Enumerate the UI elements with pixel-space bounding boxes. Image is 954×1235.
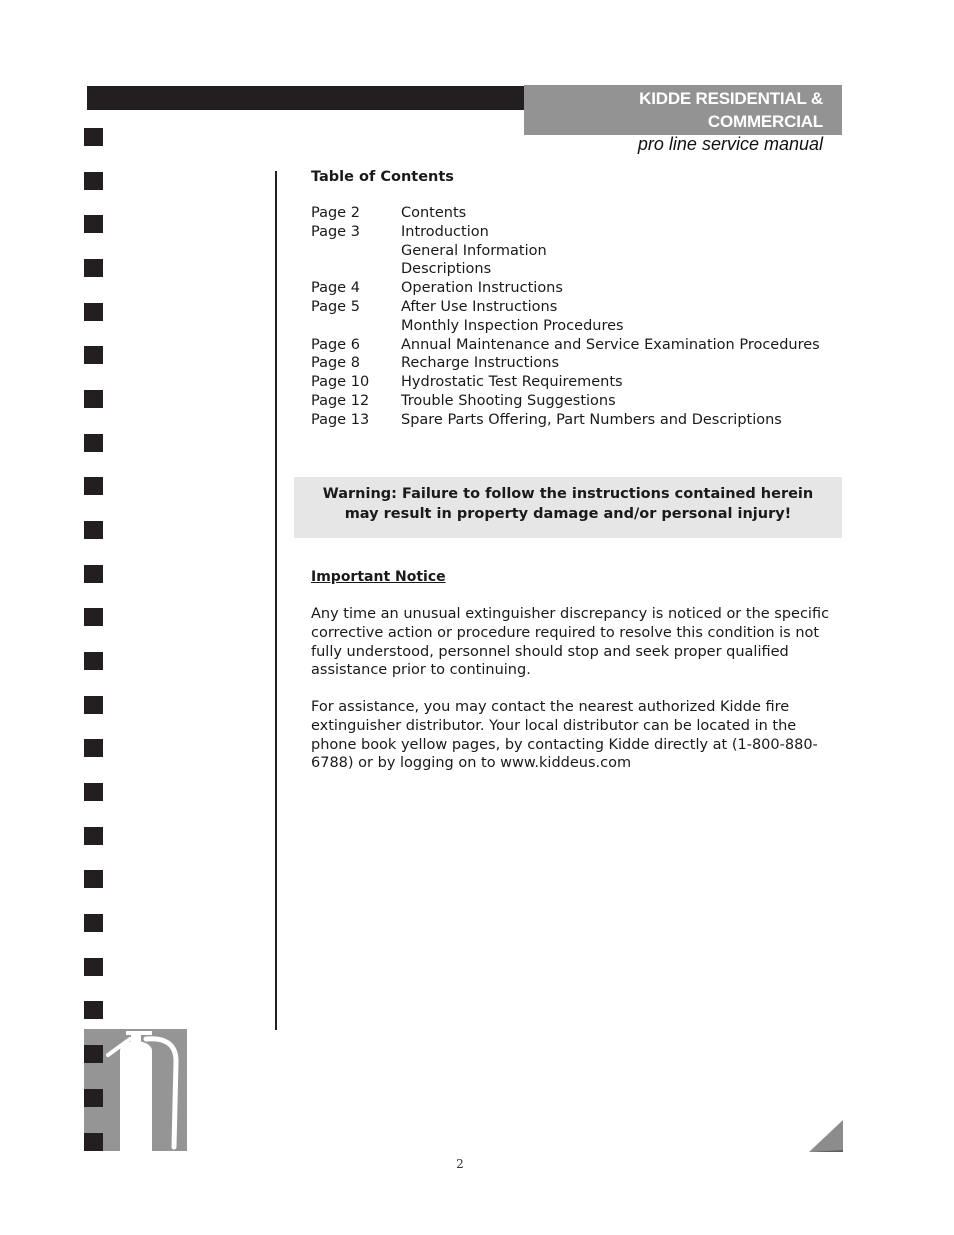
toc-item: Contents bbox=[401, 205, 467, 221]
toc-page: Page 3 bbox=[311, 223, 360, 240]
toc-item: Descriptions bbox=[401, 261, 492, 278]
binder-square bbox=[84, 739, 103, 757]
binder-square bbox=[84, 521, 103, 539]
binder-square bbox=[84, 1089, 103, 1107]
binder-square bbox=[84, 565, 103, 583]
toc-entry bbox=[311, 354, 820, 373]
binder-square bbox=[84, 783, 103, 801]
binder-square bbox=[84, 696, 103, 714]
page-number: 2 bbox=[456, 1157, 464, 1171]
toc-entry bbox=[311, 336, 820, 355]
toc-page: Page 12 bbox=[311, 392, 370, 409]
toc-entry bbox=[311, 279, 820, 298]
header-title: KIDDE RESIDENTIAL & COMMERCIAL bbox=[639, 89, 823, 131]
toc-page: Page 8 bbox=[311, 355, 360, 372]
binder-square bbox=[84, 303, 103, 321]
toc-item: Introduction bbox=[401, 223, 489, 240]
toc-item: Annual Maintenance and Service Examination Procedures bbox=[401, 336, 820, 353]
warning-line: may result in property damage and/or personal injury! bbox=[344, 505, 792, 522]
toc-item: Operation Instructions bbox=[401, 280, 563, 297]
toc-page: Page 5 bbox=[311, 298, 360, 315]
toc-entry bbox=[311, 223, 820, 242]
binder-square bbox=[84, 1133, 103, 1151]
toc-item: Hydrostatic Test Requirements bbox=[401, 374, 623, 391]
toc-page: Page 6 bbox=[311, 336, 360, 353]
toc-page: Page 2 bbox=[311, 205, 360, 221]
table-of-contents bbox=[311, 204, 820, 430]
binder-square bbox=[84, 434, 103, 452]
paragraph-line: Any time an unusual extinguisher discrepancy is noticed or the specific bbox=[311, 606, 830, 622]
toc-item: Monthly Inspection Procedures bbox=[401, 317, 624, 334]
paragraph-line: 6788) or by logging on to www.kiddeus.com bbox=[311, 755, 632, 772]
toc-entry bbox=[311, 373, 820, 392]
toc-entry bbox=[311, 298, 820, 317]
vertical-rule bbox=[275, 171, 277, 1030]
binder-square bbox=[84, 608, 103, 626]
header-box bbox=[524, 85, 842, 154]
binder-square bbox=[84, 1045, 103, 1063]
toc-item: Trouble Shooting Suggestions bbox=[401, 392, 616, 409]
toc-item: Spare Parts Offering, Part Numbers and Descriptions bbox=[401, 411, 782, 428]
binder-square bbox=[84, 870, 103, 888]
binder-square bbox=[84, 1001, 103, 1019]
toc-item: After Use Instructions bbox=[401, 298, 558, 315]
notice-paragraph bbox=[311, 605, 831, 680]
toc-item: General Information bbox=[401, 242, 547, 259]
binder-square bbox=[84, 958, 103, 976]
assistance-paragraph bbox=[311, 698, 831, 773]
header-bar bbox=[87, 86, 525, 110]
binder-square bbox=[84, 827, 103, 845]
paragraph-line: assistance prior to continuing. bbox=[311, 662, 531, 679]
binder-square bbox=[84, 652, 103, 670]
toc-page: Page 13 bbox=[311, 411, 370, 428]
toc-page: Page 10 bbox=[311, 374, 370, 391]
binder-square bbox=[84, 477, 103, 495]
toc-page: Page 4 bbox=[311, 280, 360, 297]
toc-entry bbox=[311, 392, 820, 411]
binder-square bbox=[84, 390, 103, 408]
binder-square bbox=[84, 259, 103, 277]
binder-square bbox=[84, 128, 103, 146]
header-subtitle: pro line service manual bbox=[637, 134, 823, 154]
paragraph-line: For assistance, you may contact the nearest authorized Kidde fire bbox=[311, 699, 790, 715]
paragraph-line: corrective action or procedure required to resolve this condition is not bbox=[311, 624, 820, 641]
toc-entry bbox=[311, 411, 820, 430]
paragraph-line: fully understood, personnel should stop and seek proper qualified bbox=[311, 643, 789, 660]
paragraph-line: extinguisher distributor. Your local distributor can be located in the bbox=[311, 717, 797, 734]
paragraph-line: phone book yellow pages, by contacting Kidde directly at (1-800-880- bbox=[311, 736, 818, 753]
warning-box bbox=[294, 477, 842, 538]
notice-heading: Important Notice bbox=[311, 569, 446, 585]
toc-heading: Table of Contents bbox=[311, 169, 454, 185]
binder-square bbox=[84, 172, 103, 190]
binder-square bbox=[84, 914, 103, 932]
toc-item: Recharge Instructions bbox=[401, 355, 559, 372]
binder-square bbox=[84, 215, 103, 233]
toc-entry bbox=[311, 204, 820, 223]
binder-square bbox=[84, 346, 103, 364]
page-corner-triangle-icon bbox=[809, 1120, 843, 1156]
warning-line: Warning: Failure to follow the instructions contained herein bbox=[322, 486, 814, 502]
